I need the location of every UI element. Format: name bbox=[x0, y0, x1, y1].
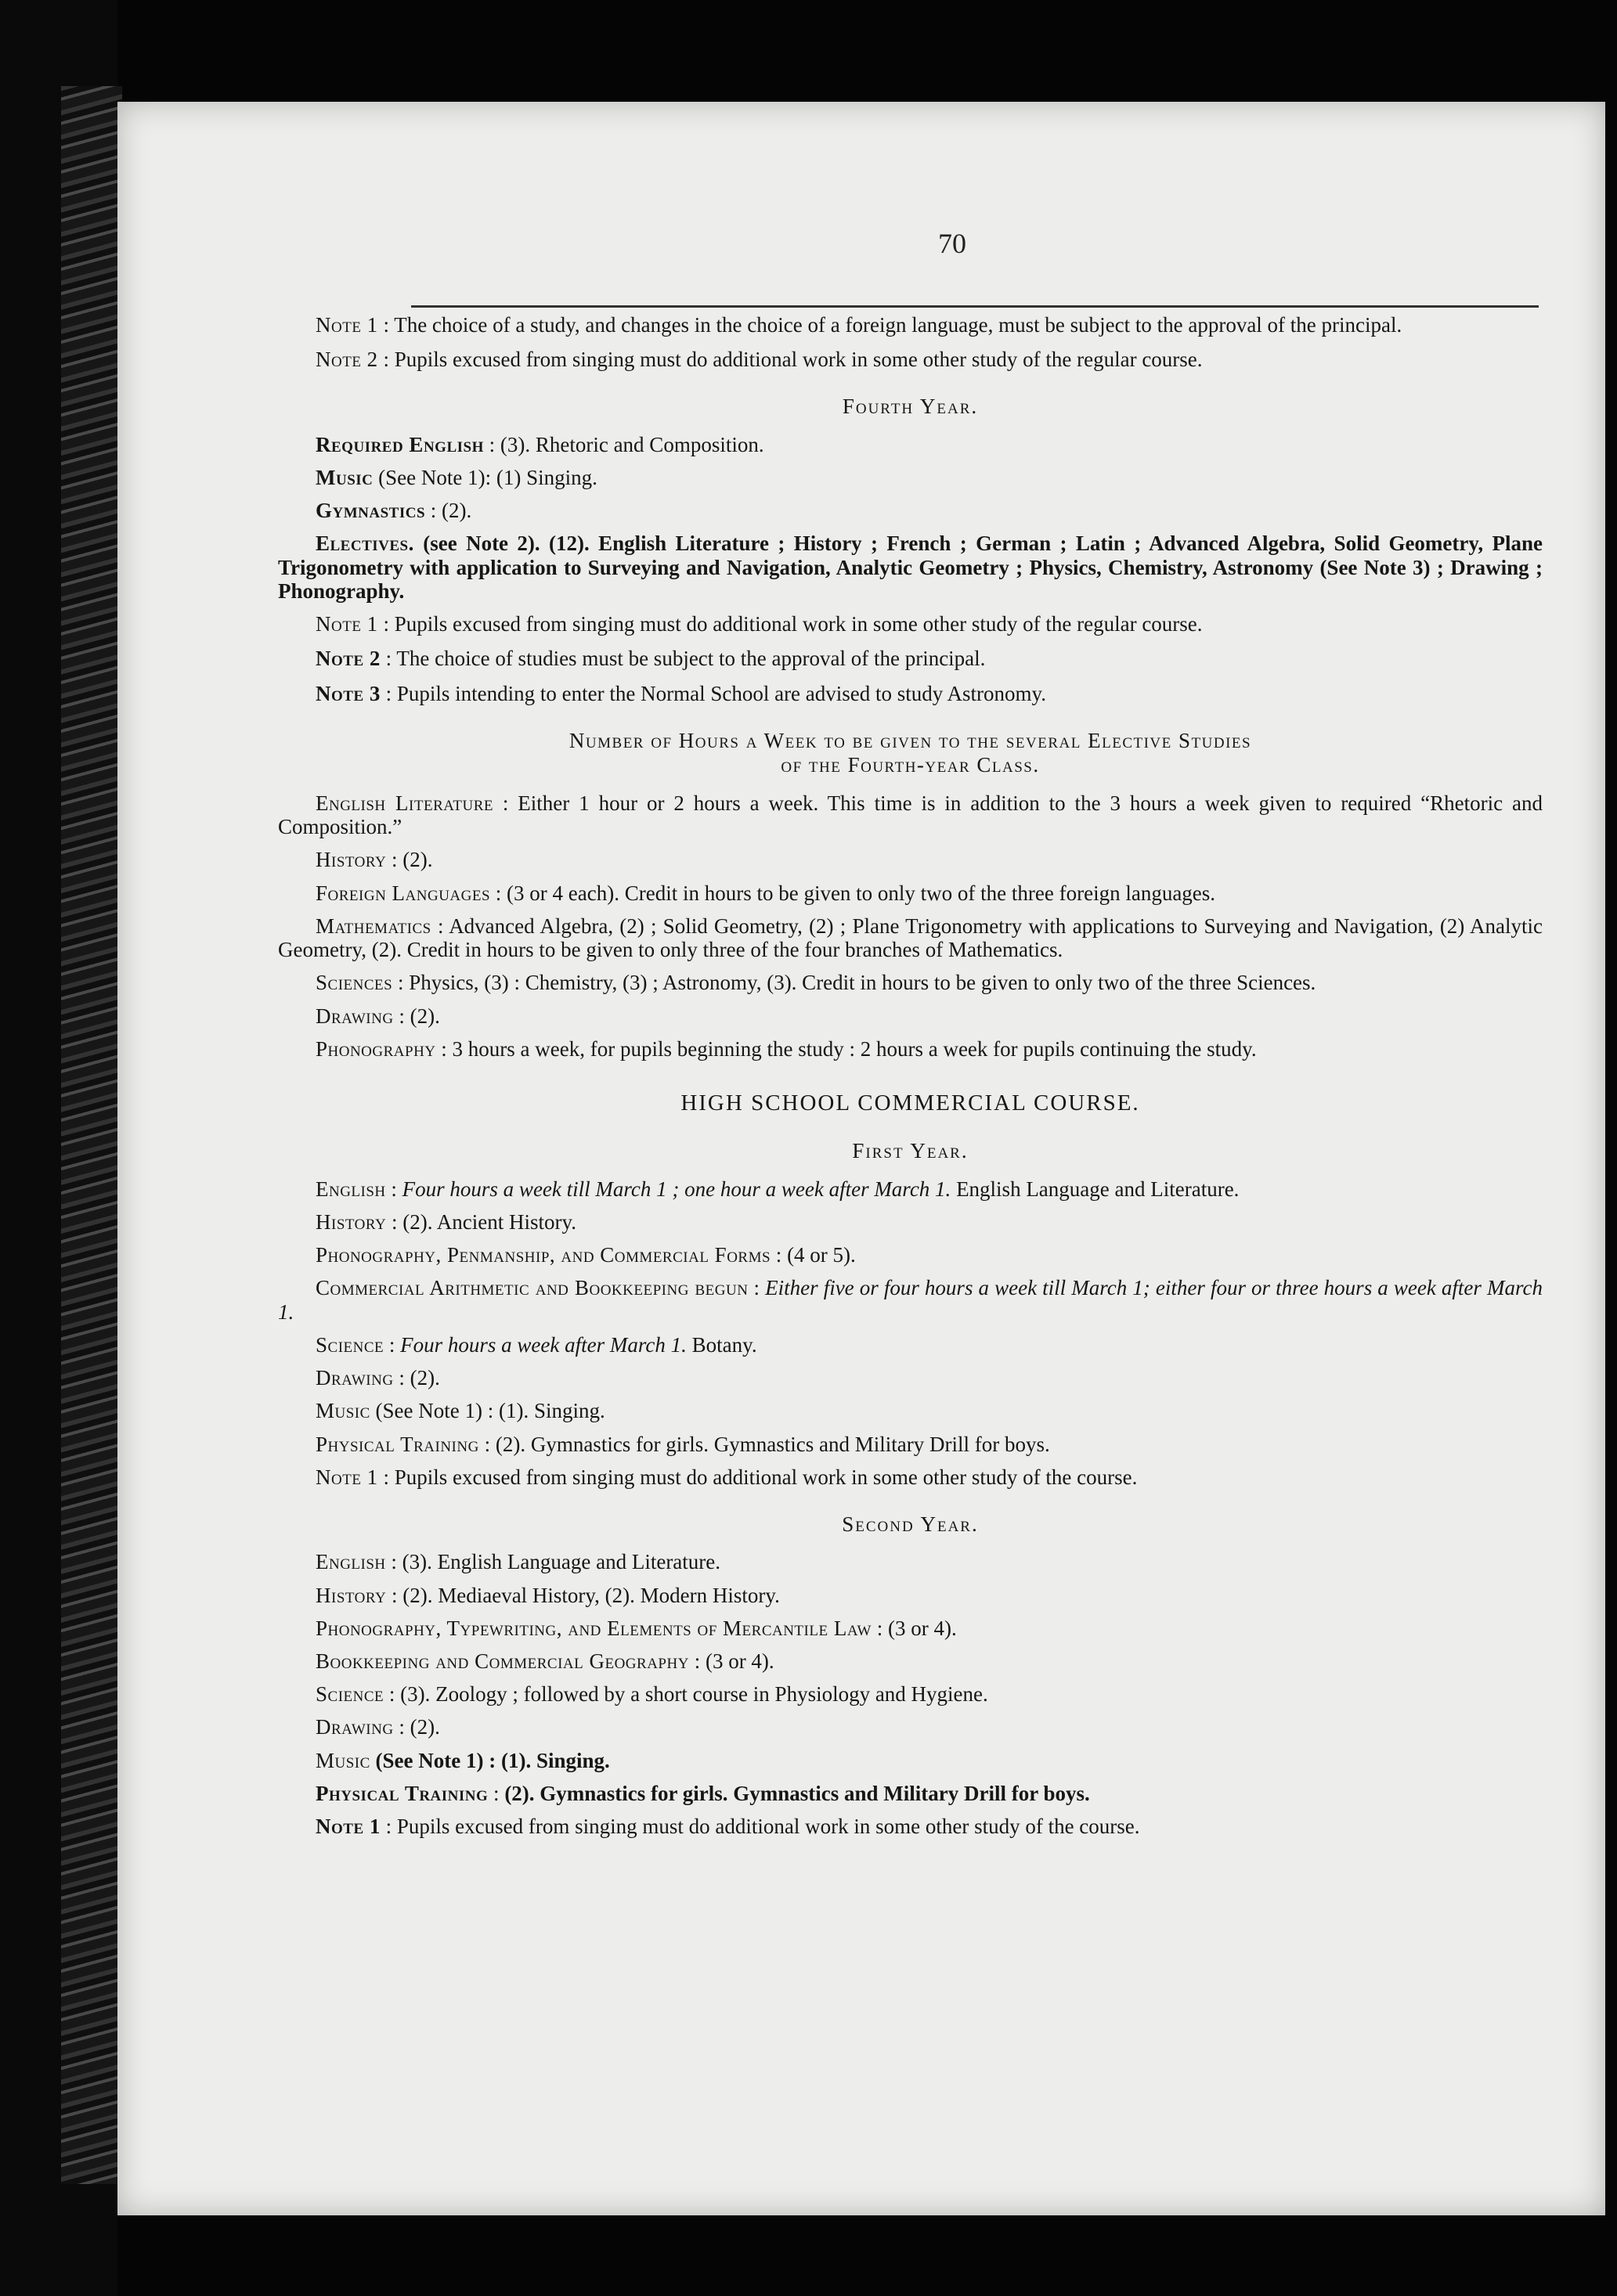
fourth-year-note-2: Note 2 : The choice of studies must be subject to the approval of the principal. bbox=[316, 647, 986, 671]
first-year-item: Physical Training : (2). Gymnastics for girls. Gymnastics and Military Drill for boys. bbox=[316, 1432, 1050, 1456]
second-year-item: Bookkeeping and Commercial Geography : (3 or 4). bbox=[316, 1649, 774, 1673]
fourth-year-note-3: Note 3 : Pupils intending to enter the Normal School are advised to study Astronomy. bbox=[316, 681, 1047, 705]
page-content bbox=[278, 313, 1543, 1849]
hours-item: History : (2). bbox=[316, 848, 433, 872]
second-year-item: Science : (3). Zoology ; followed by a short course in Physiology and Hygiene. bbox=[316, 1682, 988, 1707]
first-year-item: English : Four hours a week till March 1 ; one hour a week after March 1. English Language and Literature. bbox=[316, 1177, 1240, 1201]
fourth-year-item: Required English : (3). Rhetoric and Composition. bbox=[316, 432, 764, 456]
first-year-item: Commercial Arithmetic and Bookkeeping begun : Either five or four hours a week till March 1; either four or three hours a week after March 1. bbox=[278, 1276, 1543, 1324]
fourth-year-item: Music (See Note 1): (1) Singing. bbox=[316, 465, 597, 489]
top-note-1: Note 1 : The choice of a study, and changes in the choice of a foreign language, must be subject to the approval of the principal. bbox=[316, 313, 1402, 337]
second-year-note: Note 1 : Pupils excused from singing must do additional work in some other study of the course. bbox=[316, 1815, 1140, 1839]
hours-item: Phonography : 3 hours a week, for pupils beginning the study : 2 hours a week for pupils continuing the study. bbox=[316, 1036, 1257, 1061]
fourth-year-item: Gymnastics : (2). bbox=[316, 499, 472, 523]
first-year-item: Science : Four hours a week after March 1. Botany. bbox=[316, 1332, 757, 1357]
first-year-item: Phonography, Penmanship, and Commercial Forms : (4 or 5). bbox=[316, 1243, 856, 1267]
second-year-item: Music (See Note 1) : (1). Singing. bbox=[316, 1748, 610, 1772]
hours-item: Drawing : (2). bbox=[316, 1004, 440, 1028]
header-rule bbox=[411, 305, 1539, 308]
first-year-item: History : (2). Ancient History. bbox=[316, 1209, 576, 1234]
page-number: 70 bbox=[938, 228, 966, 259]
commercial-course-heading: HIGH SCHOOL COMMERCIAL COURSE. bbox=[680, 1090, 1140, 1116]
book-binding bbox=[61, 86, 122, 2184]
fourth-year-item: Electives. (see Note 2). (12). English Literature ; History ; French ; German ; Latin ; Advanced Algebra, Solid Geometry, Plane Trigonometry with application to Surveying and Navigation, Analytic Geometry ; Physics, Chemistry, Astronomy (See Note 3) ; Drawing ; Phonography. bbox=[278, 532, 1543, 603]
second-year-item: Drawing : (2). bbox=[316, 1715, 440, 1739]
fourth-year-note-1: Note 1 : Pupils excused from singing must do additional work in some other study of the regular course. bbox=[316, 612, 1203, 636]
first-year-item: Music (See Note 1) : (1). Singing. bbox=[316, 1399, 605, 1423]
second-year-item: History : (2). Mediaeval History, (2). Modern History. bbox=[316, 1583, 780, 1607]
first-year-heading: First Year. bbox=[852, 1139, 969, 1163]
second-year-item: Phonography, Typewriting, and Elements of Mercantile Law : (3 or 4). bbox=[316, 1616, 957, 1640]
hours-item: English Literature : Either 1 hour or 2 hours a week. This time is in addition to the 3 hours a week given to required “Rhetoric and Composition.” bbox=[278, 791, 1543, 839]
hours-item: Sciences : Physics, (3) : Chemistry, (3) ; Astronomy, (3). Credit in hours to be given to only two of the three Sciences. bbox=[316, 971, 1316, 995]
first-year-item: Drawing : (2). bbox=[316, 1366, 440, 1390]
second-year-item: Physical Training : (2). Gymnastics for girls. Gymnastics and Military Drill for boys. bbox=[316, 1781, 1090, 1805]
top-note-2: Note 2 : Pupils excused from singing must do additional work in some other study of the regular course. bbox=[316, 348, 1203, 372]
hours-item: Foreign Languages : (3 or 4 each). Credit in hours to be given to only two of the three foreign languages. bbox=[316, 881, 1216, 905]
hours-heading: Number of Hours a Week to be given to the several Elective Studies of the Fourth-year Class. bbox=[568, 728, 1252, 777]
second-year-item: English : (3). English Language and Literature. bbox=[316, 1550, 721, 1574]
fourth-year-heading: Fourth Year. bbox=[842, 395, 979, 419]
first-year-note: Note 1 : Pupils excused from singing must do additional work in some other study of the course. bbox=[316, 1465, 1138, 1489]
hours-item: Mathematics : Advanced Algebra, (2) ; Solid Geometry, (2) ; Plane Trigonometry with applications to Surveying and Navigation, (2) Analytic Geometry, (2). Credit in hours to be given to only three of the four branches of Mathematics. bbox=[278, 914, 1543, 962]
second-year-heading: Second Year. bbox=[842, 1512, 979, 1537]
